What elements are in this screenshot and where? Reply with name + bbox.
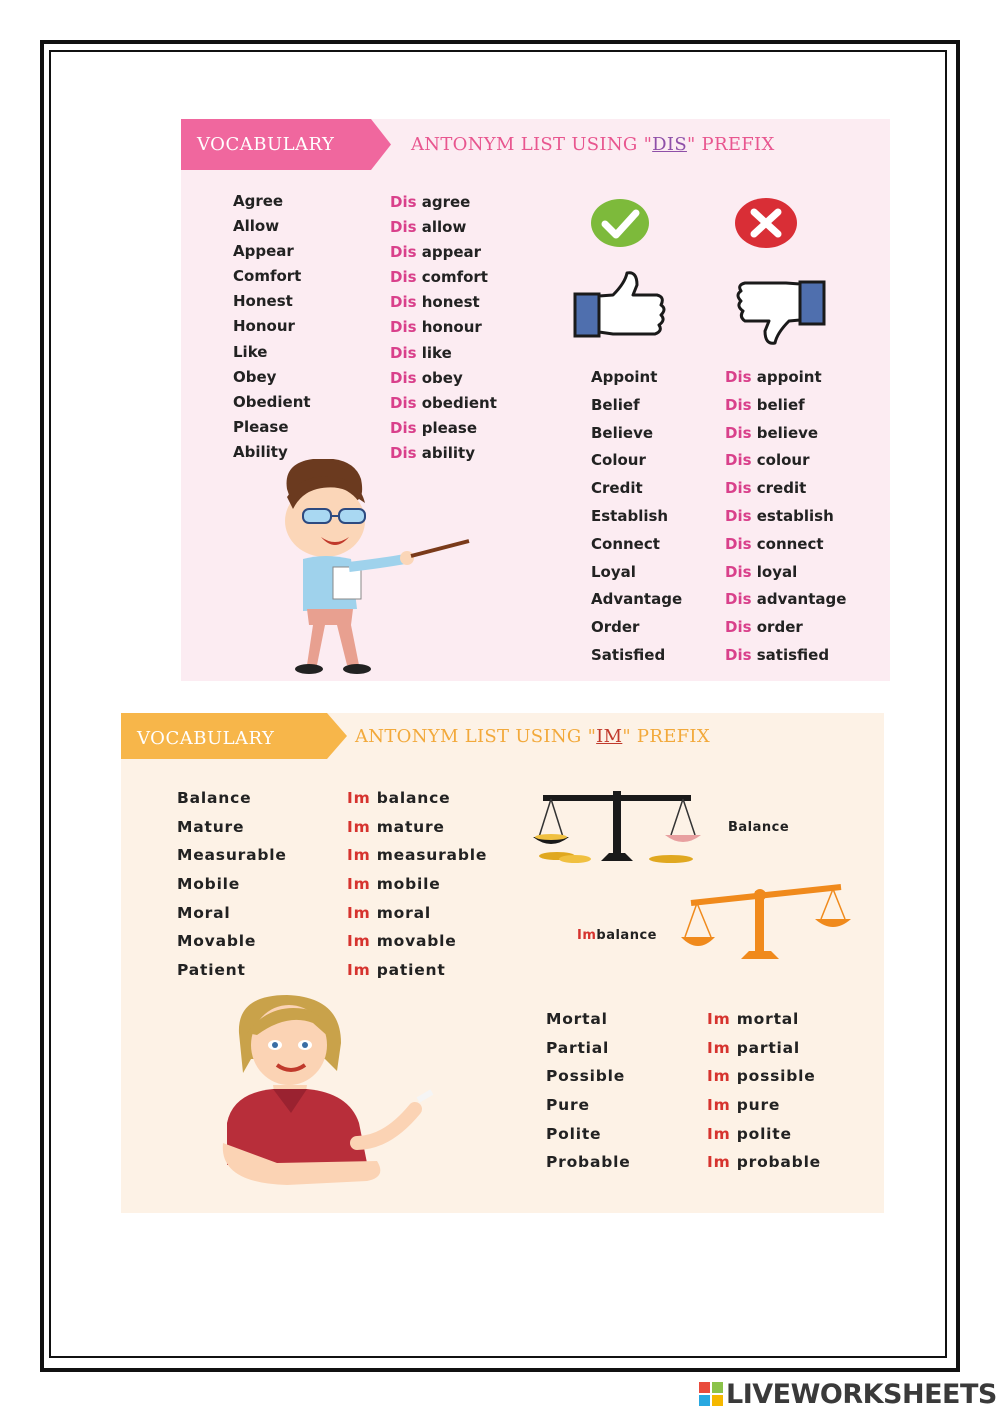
- unbalanced-scale-icon: [681, 881, 851, 961]
- antonym-item: [390, 240, 497, 265]
- antonym-prefix: Dis: [390, 243, 417, 262]
- antonym-prefix: Dis: [390, 193, 417, 211]
- word-item: Mobile: [177, 875, 241, 894]
- antonym-root: ability: [416, 443, 475, 462]
- word-item: Comfort: [233, 267, 302, 286]
- antonym-prefix: Dis: [390, 393, 417, 412]
- antonym-prefix: Im: [347, 789, 371, 807]
- dis-left-word-list: [233, 189, 311, 465]
- word-item: Satisfied: [591, 645, 666, 664]
- dis-prefix-panel: [181, 119, 890, 681]
- antonym-item: [725, 559, 846, 587]
- word-item: Balance: [177, 789, 252, 807]
- antonym-prefix: Dis: [725, 479, 752, 498]
- title-text: ANTONYM LIST USING ": [355, 725, 597, 747]
- antonym-root: loyal: [751, 562, 798, 581]
- thumbs-up-icon: [573, 269, 668, 339]
- word-item: Mature: [177, 817, 245, 836]
- cross-icon: [733, 197, 799, 249]
- word-item: Agree: [233, 192, 284, 210]
- antonym-prefix: Im: [707, 1124, 731, 1143]
- check-icon: [589, 197, 651, 249]
- im-left-word-list: [177, 784, 287, 985]
- antonym-item: [390, 366, 497, 391]
- antonym-prefix: Dis: [390, 418, 417, 437]
- antonym-item: [707, 1120, 821, 1149]
- antonym-root: agree: [416, 193, 471, 211]
- antonym-item: [390, 416, 497, 441]
- antonym-item: [725, 614, 846, 642]
- antonym-root: like: [416, 343, 452, 362]
- word-item: Movable: [177, 932, 257, 951]
- antonym-item: [347, 956, 487, 985]
- antonym-item: [390, 190, 497, 215]
- antonym-root: pure: [730, 1096, 781, 1115]
- antonym-item: [347, 870, 487, 899]
- antonym-item: [707, 1034, 821, 1063]
- antonym-root: honour: [416, 318, 482, 337]
- antonym-item: [390, 315, 497, 340]
- antonym-root: partial: [730, 1038, 801, 1057]
- antonym-root: probable: [730, 1153, 821, 1172]
- dis-banner-label: VOCABULARY: [197, 134, 335, 155]
- word-item: Polite: [546, 1124, 602, 1143]
- word-item: Patient: [177, 961, 246, 980]
- teacher-woman-illustration: [217, 993, 467, 1193]
- antonym-prefix: Dis: [390, 218, 417, 237]
- antonym-item: [707, 1005, 821, 1034]
- im-right-antonym-list: [707, 1005, 821, 1177]
- word-item: Believe: [591, 423, 654, 442]
- antonym-root: moral: [370, 903, 431, 922]
- antonym-prefix: Im: [347, 903, 371, 922]
- word-item: Like: [233, 342, 268, 361]
- antonym-item: [390, 341, 497, 366]
- antonym-prefix: Im: [347, 961, 371, 980]
- dis-vocabulary-banner: [181, 119, 391, 170]
- imbalance-prefix: Im: [577, 928, 597, 943]
- word-item: Establish: [591, 506, 669, 525]
- antonym-item: [390, 265, 497, 290]
- balance-scale-label: Balance: [728, 820, 790, 835]
- antonym-root: colour: [751, 451, 810, 470]
- thumbs-down-icon: [733, 279, 828, 349]
- antonym-prefix: Im: [347, 932, 371, 951]
- balanced-scale-icon: [531, 787, 711, 869]
- antonym-item: [725, 642, 846, 670]
- dis-right-word-list: [591, 364, 682, 670]
- title-text-end: " PREFIX: [622, 725, 710, 747]
- word-item: Allow: [233, 217, 280, 236]
- antonym-root: allow: [416, 218, 467, 237]
- antonym-item: [347, 813, 487, 842]
- antonym-prefix: Dis: [725, 562, 752, 581]
- antonym-root: mortal: [730, 1010, 800, 1028]
- word-item: Mortal: [546, 1010, 608, 1028]
- antonym-item: [390, 391, 497, 416]
- antonym-prefix: Dis: [725, 645, 752, 664]
- antonym-root: obedient: [416, 393, 497, 412]
- antonym-item: [390, 290, 497, 315]
- antonym-prefix: Im: [707, 1067, 731, 1086]
- im-banner-label: VOCABULARY: [137, 728, 275, 749]
- antonym-root: advantage: [751, 590, 847, 609]
- antonym-item: [347, 784, 487, 813]
- antonym-prefix: Dis: [725, 618, 752, 637]
- title-text: ANTONYM LIST USING ": [411, 134, 653, 155]
- word-item: Appear: [233, 242, 294, 261]
- antonym-root: establish: [751, 506, 834, 525]
- antonym-item: [725, 531, 846, 559]
- antonym-root: credit: [751, 479, 807, 498]
- dis-section-title: [411, 119, 775, 170]
- antonym-prefix: Dis: [390, 343, 417, 362]
- imbalance-scale-label: [577, 928, 657, 943]
- liveworksheets-logo: [698, 1378, 997, 1410]
- antonym-root: polite: [730, 1124, 792, 1143]
- title-prefix: IM: [596, 725, 623, 747]
- word-item: Pure: [546, 1096, 590, 1115]
- im-section-title: [355, 713, 710, 759]
- antonym-root: connect: [751, 534, 824, 553]
- antonym-prefix: Dis: [390, 318, 417, 337]
- im-vocabulary-banner: [121, 713, 347, 764]
- imbalance-rest: balance: [596, 928, 657, 943]
- antonym-root: balance: [370, 789, 451, 807]
- antonym-root: comfort: [416, 268, 488, 287]
- antonym-prefix: Im: [707, 1096, 731, 1115]
- antonym-item: [725, 447, 846, 475]
- antonym-root: appear: [416, 243, 482, 262]
- word-item: Connect: [591, 534, 660, 553]
- antonym-item: [725, 503, 846, 531]
- word-item: Possible: [546, 1067, 626, 1086]
- antonym-root: obey: [416, 368, 463, 387]
- antonym-item: [347, 899, 487, 928]
- antonym-root: mobile: [370, 875, 441, 894]
- word-item: Honour: [233, 317, 295, 336]
- antonym-root: order: [751, 618, 803, 637]
- antonym-prefix: Dis: [725, 590, 752, 609]
- antonym-root: patient: [370, 961, 446, 980]
- antonym-prefix: Dis: [725, 451, 752, 470]
- antonym-root: mature: [370, 817, 445, 836]
- antonym-item: [347, 841, 487, 870]
- antonym-item: [725, 364, 846, 392]
- antonym-prefix: Dis: [390, 293, 417, 312]
- liveworksheets-logo-icon: [698, 1381, 724, 1407]
- word-item: Loyal: [591, 562, 636, 581]
- dis-right-antonym-list: [725, 364, 846, 670]
- antonym-item: [725, 586, 846, 614]
- antonym-prefix: Im: [347, 846, 371, 865]
- antonym-prefix: Dis: [390, 368, 417, 387]
- antonym-prefix: Im: [707, 1010, 731, 1028]
- antonym-prefix: Dis: [725, 368, 752, 386]
- antonym-prefix: Im: [347, 875, 371, 894]
- word-item: Partial: [546, 1038, 610, 1057]
- word-item: Colour: [591, 451, 646, 470]
- teacher-boy-illustration: [273, 459, 483, 679]
- antonym-item: [725, 420, 846, 448]
- antonym-prefix: Dis: [725, 534, 752, 553]
- antonym-item: [707, 1091, 821, 1120]
- antonym-root: belief: [751, 395, 805, 414]
- im-left-antonym-list: [347, 784, 487, 985]
- word-item: Ability: [233, 442, 288, 461]
- antonym-item: [390, 215, 497, 240]
- title-text-end: " PREFIX: [686, 134, 775, 155]
- word-item: Moral: [177, 903, 231, 922]
- word-item: Obey: [233, 367, 277, 386]
- im-right-word-list: [546, 1005, 631, 1177]
- word-item: Advantage: [591, 590, 683, 609]
- antonym-root: believe: [751, 423, 819, 442]
- antonym-root: honest: [416, 293, 480, 312]
- word-item: Honest: [233, 292, 293, 311]
- antonym-root: possible: [730, 1067, 816, 1086]
- antonym-prefix: Dis: [725, 506, 752, 525]
- title-prefix: DIS: [652, 134, 687, 155]
- word-item: Appoint: [591, 368, 658, 386]
- word-item: Order: [591, 618, 640, 637]
- dis-left-antonym-list: [390, 190, 497, 466]
- antonym-item: [707, 1148, 821, 1177]
- word-item: Belief: [591, 395, 640, 414]
- liveworksheets-brand: LIVEWORKSHEETS: [726, 1378, 997, 1410]
- antonym-prefix: Im: [347, 817, 371, 836]
- antonym-prefix: Im: [707, 1038, 731, 1057]
- antonym-item: [707, 1062, 821, 1091]
- antonym-item: [725, 392, 846, 420]
- antonym-prefix: Dis: [725, 395, 752, 414]
- im-prefix-panel: [121, 713, 884, 1213]
- antonym-root: satisfied: [751, 645, 830, 664]
- antonym-prefix: Dis: [725, 423, 752, 442]
- antonym-root: appoint: [751, 368, 822, 386]
- antonym-root: measurable: [370, 846, 488, 865]
- word-item: Please: [233, 417, 289, 436]
- word-item: Credit: [591, 479, 643, 498]
- antonym-prefix: Im: [707, 1153, 731, 1172]
- antonym-prefix: Dis: [390, 268, 417, 287]
- word-item: Obedient: [233, 392, 311, 411]
- antonym-item: [347, 927, 487, 956]
- antonym-prefix: Dis: [390, 443, 417, 462]
- antonym-root: movable: [370, 932, 457, 951]
- word-item: Measurable: [177, 846, 287, 865]
- antonym-item: [725, 475, 846, 503]
- antonym-root: please: [416, 418, 478, 437]
- word-item: Probable: [546, 1153, 631, 1172]
